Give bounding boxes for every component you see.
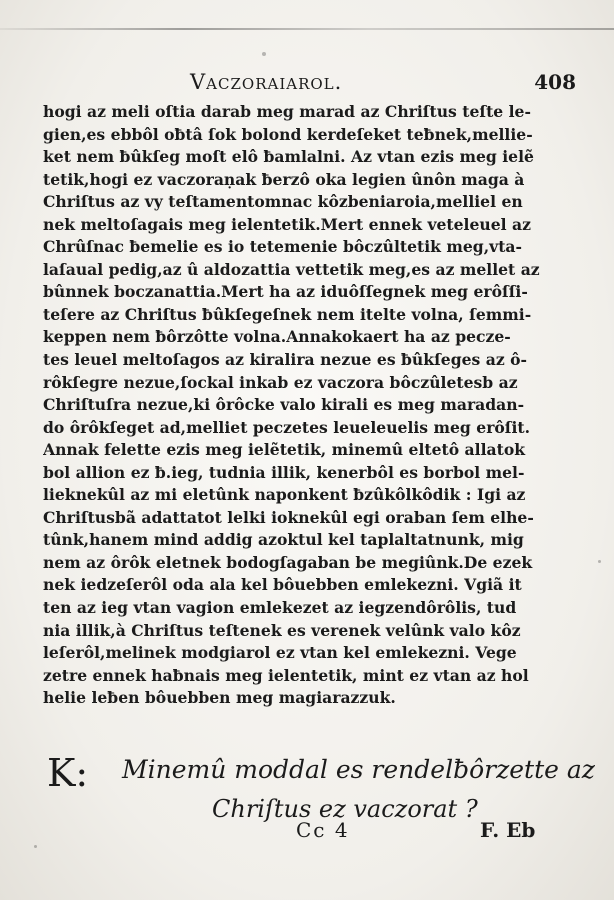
text-line: tûnk,hanem mind addig azoktul kel taplaltatnunk, mig <box>43 530 524 550</box>
text-line: bûnnek boczanattia.Mert ha az iduôſſegnek meg erôſſi- <box>43 282 528 302</box>
text-line: teſere az Chriſtus ƀûkſegeſnek nem itelte volna, ſemmi- <box>43 304 532 324</box>
text-line: tetik,hogi ez vaczoraṇak ƀerzô oka legien ûnôn maga à <box>43 169 525 189</box>
page-edge-rule <box>0 28 614 30</box>
body-text <box>43 101 543 710</box>
question-line-2: Chriſtus ez vaczorat ? <box>212 795 478 823</box>
text-line: Chrûſnac ƀemelie es io tetemenie bôczûltetik meg,vta- <box>43 237 522 257</box>
page-footer <box>0 818 614 848</box>
text-line: helie leƀen bôuebben meg magiarazzuk. <box>43 688 396 708</box>
text-line: ten az ieg vtan vagion emlekezet az iegzendôrôlis, tud <box>43 598 517 618</box>
ink-speck <box>34 845 37 848</box>
text-line: rôkſegre nezue,ſockal inkab ez vaczora bôczûletesb az <box>43 372 518 392</box>
text-line: Chriſtus az vy teſtamentomnac kôzbeniaroia,melliel en <box>43 192 523 212</box>
question-marker: K: <box>47 751 89 795</box>
text-line: Chriſtuſra nezue,ki ôrôcke valo kirali es meg maradan- <box>43 395 525 415</box>
signature-mark: Cc 4 <box>296 818 350 842</box>
question-line-1: Minemû moddal es rendelƀôrzette az <box>122 755 595 784</box>
text-line: lieknekûl az mi eletûnk naponkent ƀzûkôlkôdik : Igi az <box>43 485 526 505</box>
text-line: nia illik,à Chriſtus teſtenek es verenek velûnk valo kôz <box>43 620 521 640</box>
text-line: nek iedzeſerôl oda ala kel bôuebben emlekezni. Vgiã it <box>43 575 522 595</box>
text-line: hogi az meli oſtia darab meg marad az Chriſtus teſte le- <box>43 102 531 121</box>
text-line: tes leuel meltoſagos az kiralira nezue es ƀûkſeges az ô- <box>43 350 527 370</box>
text-line: nek meltoſagais meg ielentetik.Mert ennek veteleuel az <box>43 214 531 234</box>
page-number: 408 <box>534 70 576 94</box>
text-line: Annak felette ezis meg ielẽtetik, minemû eltetô allatok <box>43 440 526 460</box>
catchword: F. Eb <box>480 818 536 842</box>
text-line: Chriſtusbã adattatot lelki ioknekûl egi oraban ſem elhe- <box>43 507 534 527</box>
text-line: keppen nem ƀôrzôtte volna.Annakokaert ha az pecze- <box>43 327 511 347</box>
text-line: do ôrôkſeget ad,melliet peczetes leueleuelis meg erôſit. <box>43 417 531 437</box>
text-line: ket nem ƀûkſeg moſt elô ƀamlalni. Az vtan ezis meg ielẽ <box>43 147 534 167</box>
text-line: zetre ennek haƀnais meg ielentetik, mint ez vtan az hol <box>43 665 529 685</box>
running-head: Vaczoraiarol. <box>190 70 343 94</box>
text-line: nem az ôrôk eletnek bodogſagaban be megiûnk.De ezek <box>43 552 533 572</box>
text-line: laſaual pedig,az û aldozattia vettetik meg,es az mellet az <box>43 259 540 279</box>
ink-speck <box>262 52 266 56</box>
page-header <box>40 70 576 100</box>
text-line: gien,es ebbôl oƀtâ ſok bolond kerdeſeket teƀnek,mellie- <box>43 124 533 144</box>
ink-speck <box>598 560 601 563</box>
text-line: bol allion ez ƀ.ieg, tudnia illik, kenerbôl es borbol mel- <box>43 462 525 482</box>
text-line: leſerôl,melinek modgiarol ez vtan kel emlekezni. Vege <box>43 643 517 663</box>
